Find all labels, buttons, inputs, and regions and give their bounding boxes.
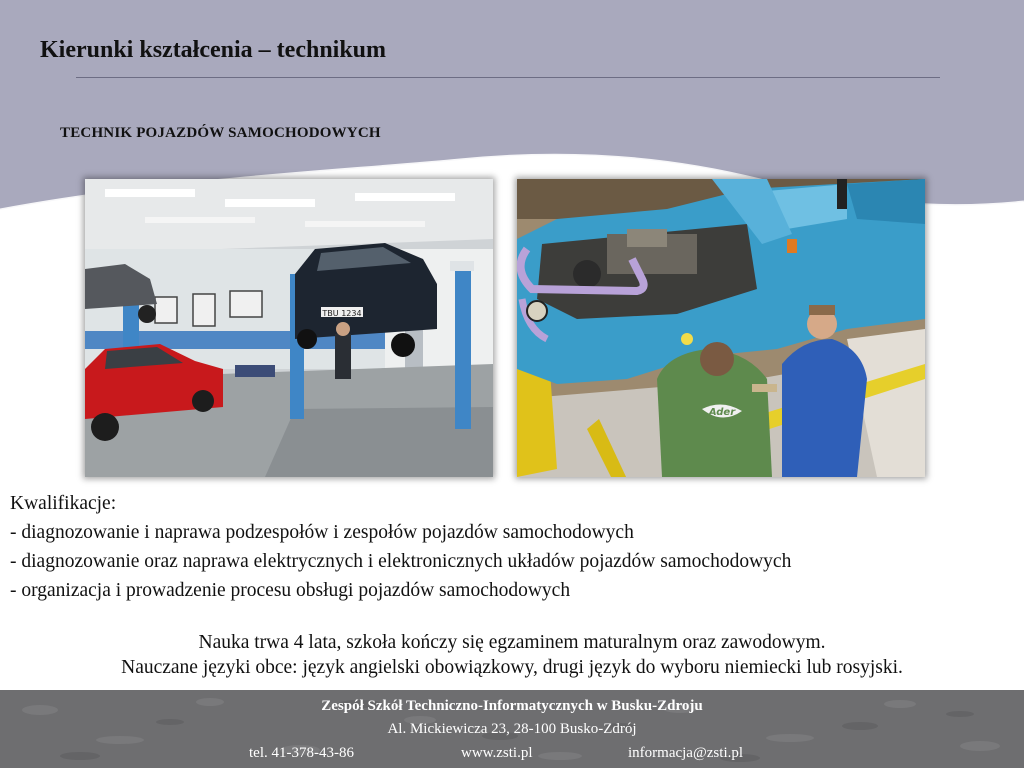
website-link[interactable]: www.zsti.pl [461,745,533,761]
qualifications-heading: Kwalifikacje: [10,493,117,514]
page-title: Kierunki kształcenia – technikum [40,37,387,63]
qualification-item: - diagnozowanie oraz naprawa elektrycznych i elektronicznych układów pojazdów samochodowych [10,551,792,572]
qualification-item: - diagnozowanie i naprawa podzespołów i zespołów pojazdów samochodowych [10,522,634,543]
qualifications-list [10,489,791,605]
page-subtitle: TECHNIK POJAZDÓW SAMOCHODOWYCH [60,125,381,141]
footer-band [0,690,1024,768]
email-link[interactable]: informacja@zsti.pl [628,745,744,761]
school-address: Al. Mickiewicza 23, 28-100 Busko-Zdrój [387,721,637,737]
languages-text: Nauczane języki obce: język angielski obowiązkowy, drugi język do wyboru niemiecki lub rosyjski. [121,657,903,678]
svg-text:TBU 1234: TBU 1234 [322,309,362,318]
school-name: Zespół Szkół Techniczno-Informatycznych w Busku-Zdroju [321,698,703,714]
workshop-lift-photo [85,179,493,477]
engine-repair-photo [517,179,925,477]
phone-number: tel. 41-378-43-86 [249,745,354,761]
svg-text:Ader: Ader [708,407,736,418]
title-divider [76,77,940,78]
qualification-item: - organizacja i prowadzenie procesu obsługi pojazdów samochodowych [10,580,571,601]
study-duration-text: Nauka trwa 4 lata, szkoła kończy się egzaminem maturalnym oraz zawodowym. [198,632,826,653]
